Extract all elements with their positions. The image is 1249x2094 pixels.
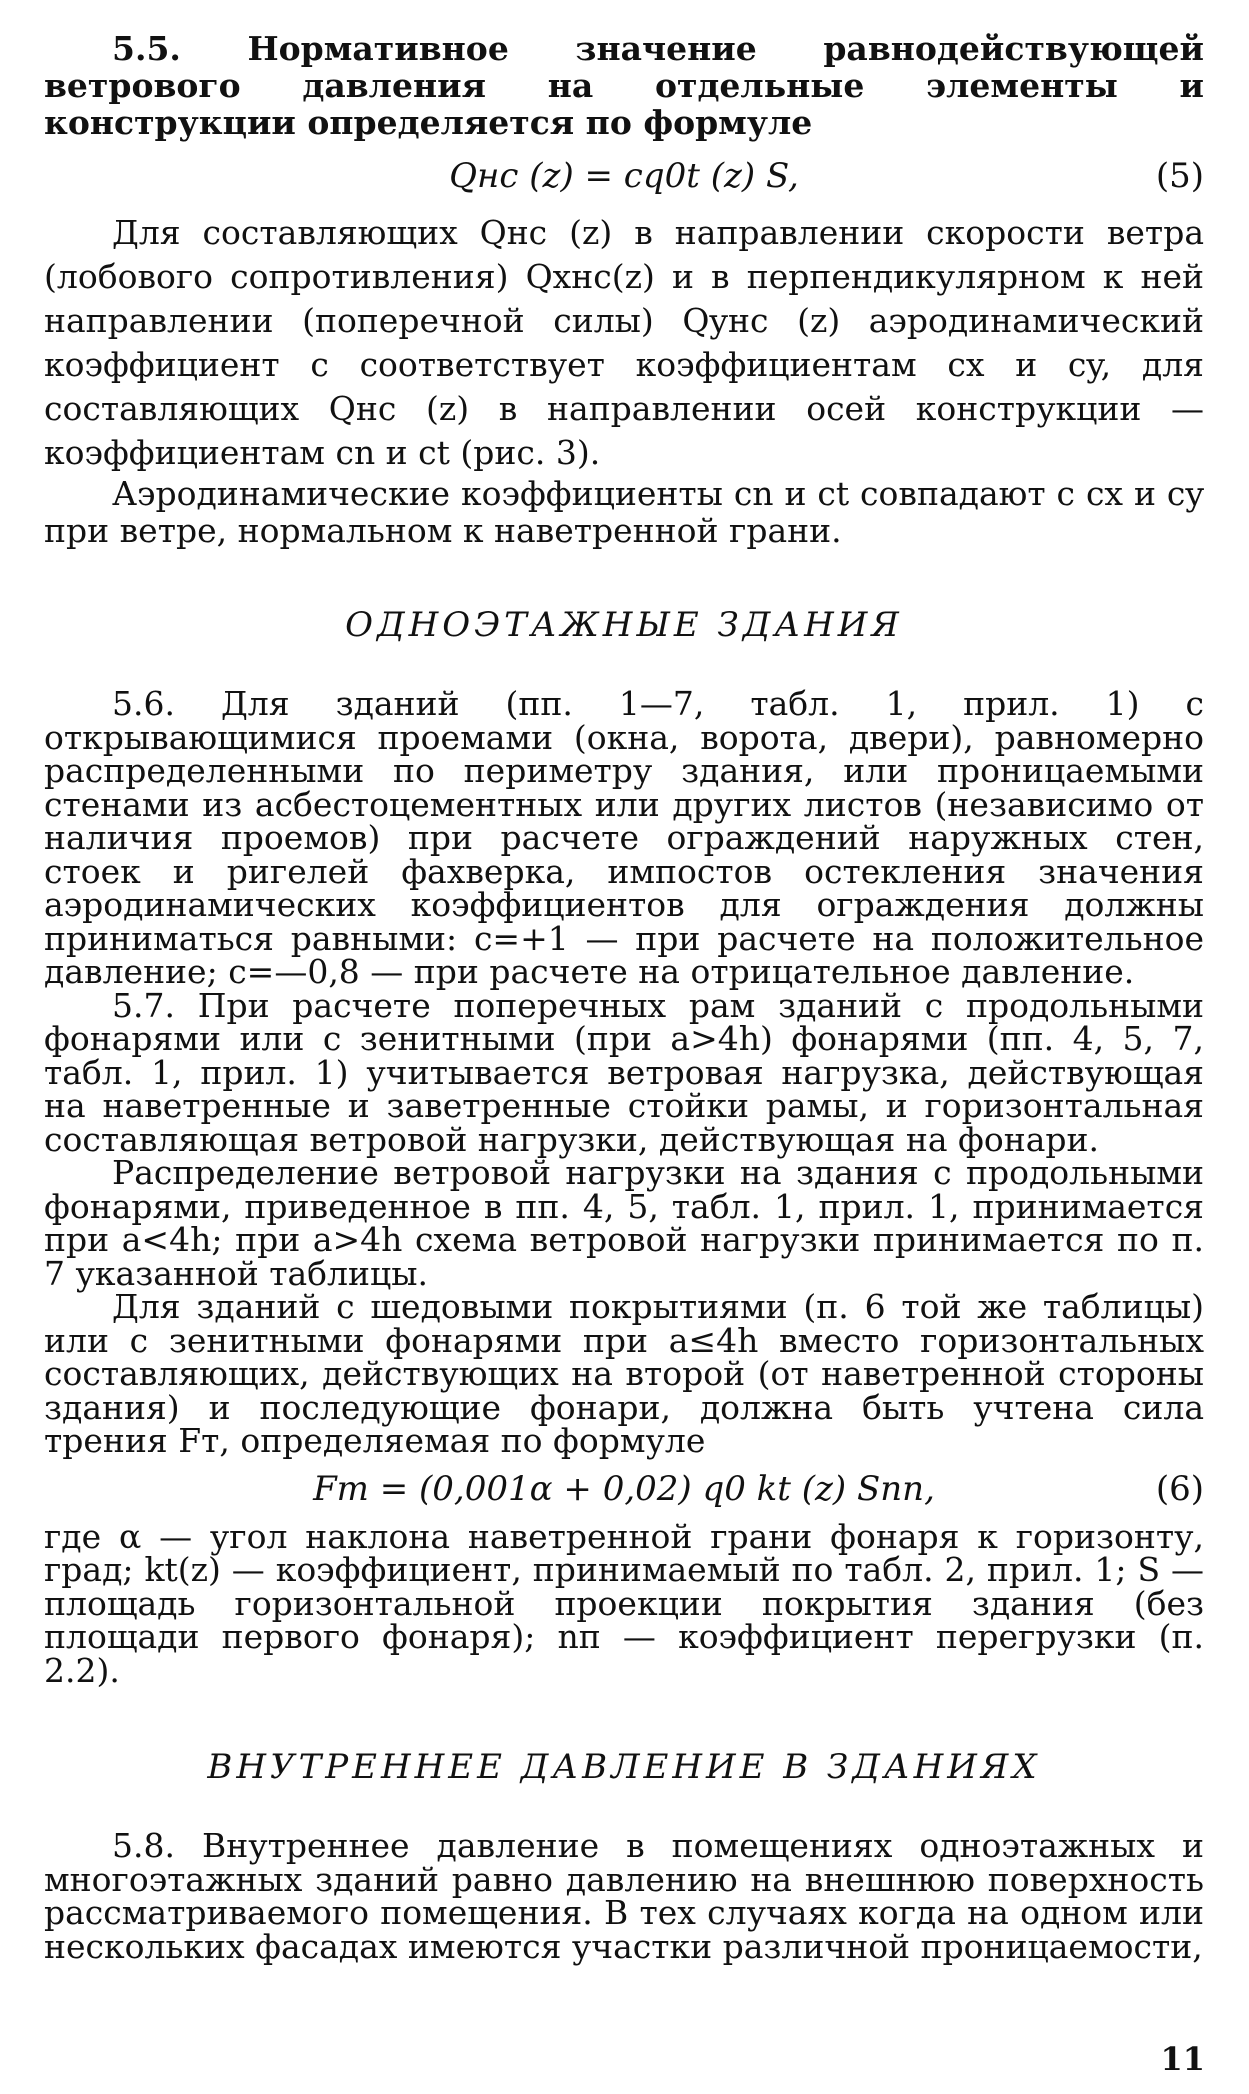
paragraph-5-7-friction: Для зданий с шедовыми покрытиями (п. 6 той же таблицы) или с зенитными фонарями при a≤4h вместо горизонтальных составляющих, действующих на второй (от наветренной стороны здания) и последующие фонари, должна быть учтена сила трения Fт, определяемая по формуле [44,1287,1204,1460]
formula-5-number: (5) [1155,156,1204,196]
heading-internal-pressure: ВНУТРЕННЕЕ ДАВЛЕНИЕ В ЗДАНИЯХ [207,1747,1041,1787]
formula-5-expression: Qнс (z) = cq0t (z) S, [449,156,799,196]
formula-6-expression: Fт = (0,001α + 0,02) q0 kt (z) Snп, [313,1468,935,1509]
paragraph-5-5-intro: 5.5. Нормативное значение равнодействующей ветрового давления на отдельные элементы и конструкции определяется по формуле [44,29,1204,142]
paragraph-5-7-distribution: Распределение ветровой нагрузки на здания с продольными фонарями, приведенное в пп. 4, 5, табл. 1, прил. 1, принимается при a<4h; при a>4h схема ветровой нагрузки принимается по п. 7 указанной таблицы. [44,1153,1204,1293]
page-number: 11 [1160,2040,1205,2078]
document-page [44,29,1204,1966]
heading-single-storey-buildings: ОДНОЭТАЖНЫЕ ЗДАНИЯ [345,605,903,645]
formula-6-number: (6) [1155,1468,1204,1509]
paragraph-5-6: 5.6. Для зданий (пп. 1—7, табл. 1, прил. 1) с открывающимися проемами (окна, ворота, двери), равномерно распределенными по периметру здания, или проницаемыми стенами из асбестоцементных или других листов (независимо от наличия проемов) при расчете ограждений наружных стен, стоек и ригелей фахверка, импостов остекления значения аэродинамических коэффициентов для ограждения должны приниматься равными: c=+1 — при расчете на положительное давление; c=—0,8 — при расчете на отрицательное давление. [44,684,1204,991]
paragraph-5-7-definitions: где α — угол наклона наветренной грани фонаря к горизонту, град; kt(z) — коэффициент, принимаемый по табл. 2, прил. 1; S — площадь горизонтальной проекции покрытия здания (без площади первого фонаря); nп — коэффициент перегрузки (п. 2.2). [44,1516,1204,1690]
paragraph-5-7: 5.7. При расчете поперечных рам зданий с продольными фонарями или с зенитными (при a>4h) фонарями (пп. 4, 5, 7, табл. 1, прил. 1) учитывается ветровая нагрузка, действующая на наветренные и заветренные стойки рамы, и горизонтальная составляющая ветровой нагрузки, действующая на фонари. [44,985,1204,1159]
paragraph-5-8: 5.8. Внутреннее давление в помещениях одноэтажных и многоэтажных зданий равно давлению на внешнюю поверхность рассматриваемого помещения. В тех случаях когда на одном или нескольких фасадах имеются участки различной проницаемости, [44,1826,1204,1966]
paragraph-5-5-coefficients: Аэродинамические коэффициенты cn и ct совпадают с cx и cy при ветре, нормальном к наветренной грани. [44,474,1204,550]
formula-6 [44,1458,1204,1520]
formula-5 [44,141,1204,211]
paragraph-5-5-components: Для составляющих Qнс (z) в направлении скорости ветра (лобового сопротивления) Qxнс(z) и в перпендикулярном к ней направлении (поперечной силы) Qyнс (z) аэродинамический коэффициент c соответствует коэффициентам cx и cy, для составляющих Qнс (z) в направлении осей конструкции — коэффициентам cn и ct (рис. 3). [44,213,1204,472]
